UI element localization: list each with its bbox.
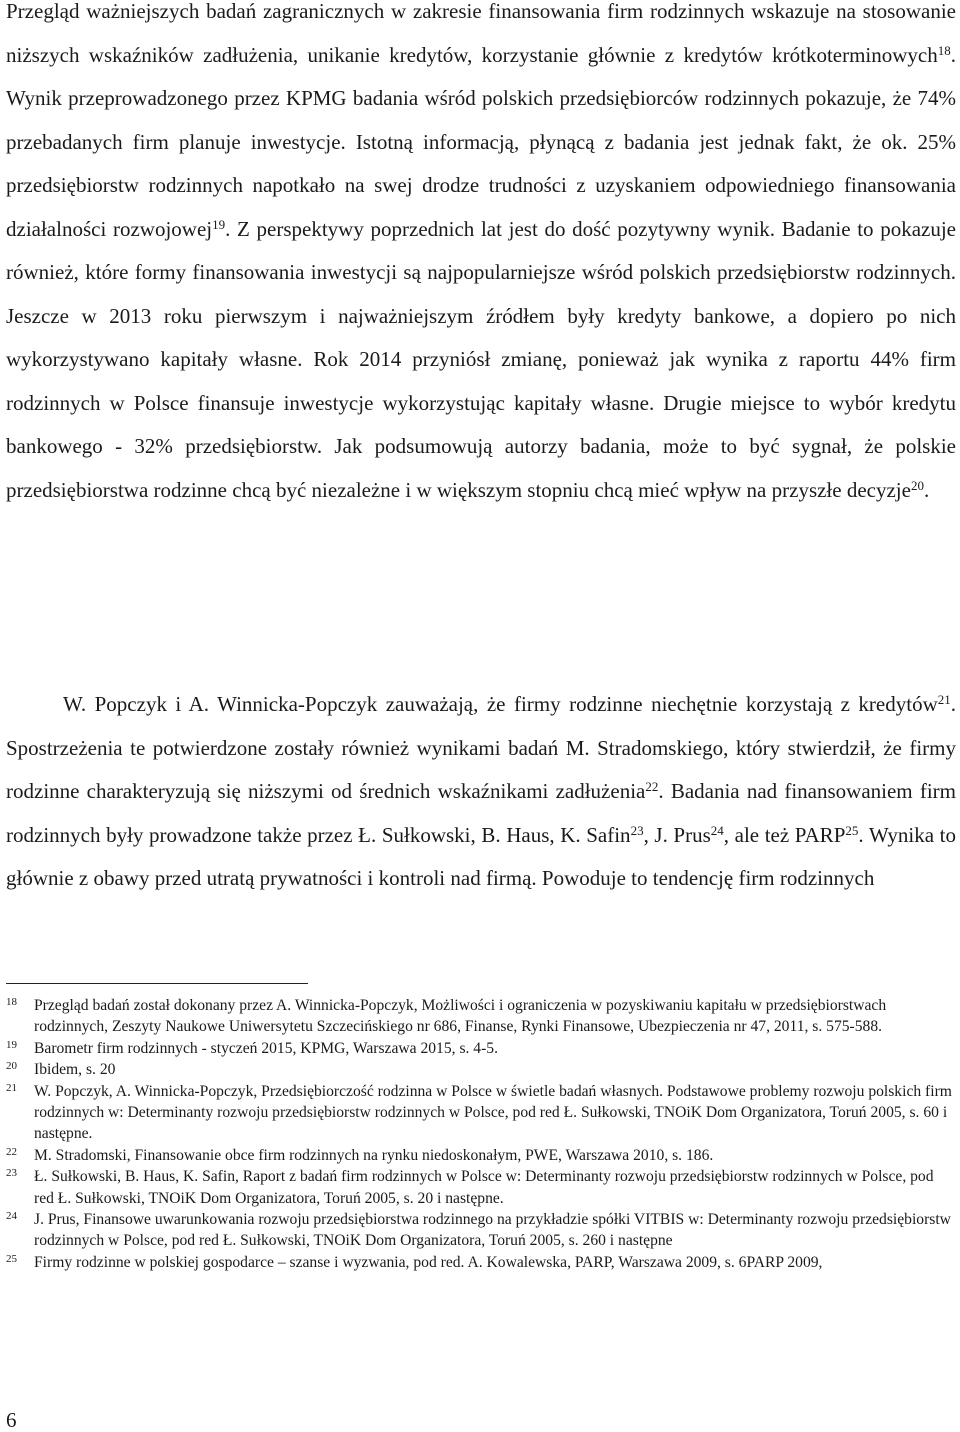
footnote-text: Barometr firm rodzinnych - styczeń 2015, KPMG, Warszawa 2015, s. 4-5. (34, 1039, 498, 1057)
footnote-text: M. Stradomski, Finansowanie obce firm rodzinnych na rynku niedoskonałym, PWE, Warszawa 2010, s. 186. (34, 1146, 714, 1164)
footnote-number: 24 (6, 1210, 17, 1223)
body-paragraph-1 (6, 0, 956, 512)
footnote-number: 19 (6, 1038, 17, 1051)
footnote-text: Ł. Sułkowski, B. Haus, K. Safin, Raport z badań firm rodzinnych w Polsce w: Determinanty rozwoju przedsiębiorstw rodzinnych w Polsce, pod red Ł. Sułkowski, TNOiK Dom Organizatora, Toruń 2005, s. 20 i następne. (34, 1168, 934, 1207)
body-paragraph-2 (6, 683, 956, 901)
footnote-number: 23 (6, 1167, 17, 1180)
footnote-number: 22 (6, 1145, 17, 1158)
footnote-ref-22[interactable]: 22 (645, 779, 659, 794)
footnotes (6, 995, 956, 1273)
footnote-ref-25[interactable]: 25 (845, 822, 859, 838)
footnote-text: Firmy rodzinne w polskiej gospodarce – szanse i wyzwania, pod red. A. Kowalewska, PARP, Warszawa 2009, s. 6PARP 2009, (34, 1253, 823, 1271)
footnote-ref-18[interactable]: 18 (937, 42, 951, 58)
p1-text-4: . (923, 477, 930, 502)
p1-text-1: Przegląd ważniejszych badań zagranicznych w zakresie finansowania firm rodzinnych wskazuje na stosowanie niższych wskaźników zadłużenia, unikanie kredytów, korzystanie głównie z kredytów krótkoterminowych (6, 0, 956, 67)
footnote-separator (6, 983, 308, 984)
footnote-25 (6, 1252, 956, 1273)
footnote-ref-21[interactable]: 21 (937, 692, 951, 707)
footnote-number: 21 (6, 1081, 17, 1094)
footnote-ref-19[interactable]: 19 (212, 216, 226, 232)
footnote-text: W. Popczyk, A. Winnicka-Popczyk, Przedsiębiorczość rodzinna w Polsce w świetle badań własnych. Podstawowe problemy rozwoju polskich firm rodzinnych w: Determinanty rozwoju przedsiębiorstw rodzinnych w Polsce, pod red Ł. Sułkowski, TNOiK Dom Organizatora, Toruń 2005, s. 60 i następne. (34, 1082, 952, 1143)
footnote-20 (6, 1059, 956, 1080)
footnote-22 (6, 1145, 956, 1166)
footnote-21 (6, 1081, 956, 1145)
footnote-number: 25 (6, 1252, 17, 1265)
p1-text-3: . Z perspektywy poprzednich lat jest do dość pozytywny wynik. Badanie to pokazuje również, które formy finansowania inwestycji są najpopularniejsze wśród polskich przedsiębiorstw rodzinnych. Jeszcze w 2013 roku pierwszym i najważniejszym źródłem były kredyty bankowe, a dopiero po nich wykorzystywano kapitały własne. Rok 2014 przyniósł zmianę, ponieważ jak wynika z raportu 44% firm rodzinnych w Polsce finansuje inwestycje wykorzystując kapitały własne. Drugie miejsce to wybór kredytu bankowego - 32% przedsiębiorstw. Jak podsumowują autorzy badania, może to być sygnał, że polskie przedsiębiorstwa rodzinne chcą być niezależne i w większym stopniu chcą mieć wpływ na przyszłe decyzje (6, 216, 956, 502)
footnote-number: 18 (6, 996, 17, 1008)
p2-text-5: , ale też PARP (723, 822, 846, 847)
footnote-ref-24[interactable]: 24 (710, 822, 724, 838)
footnote-number: 20 (6, 1060, 17, 1073)
footnote-text: Ibidem, s. 20 (34, 1061, 116, 1079)
footnote-24 (6, 1209, 956, 1252)
footnote-19 (6, 1038, 956, 1059)
page-number: 6 (6, 1408, 17, 1432)
footnote-23 (6, 1166, 956, 1209)
p2-text-6: . Wynika to głównie z obawy przed utratą prywatności i kontroli nad firmą. Powoduje to tendencję firm rodzinnych (6, 822, 956, 890)
footnote-ref-20[interactable]: 20 (910, 477, 924, 493)
p2-text-1: W. Popczyk i A. Winnicka-Popczyk zauważają, że firmy rodzinne niechętnie korzystają z kredytów (63, 692, 938, 716)
p2-text-3: . Badania nad finansowaniem firm rodzinnych były prowadzone także przez Ł. Sułkowski, B. Haus, K. Safin (6, 779, 957, 847)
footnote-text: Przegląd badań został dokonany przez A. Winnicka-Popczyk, Możliwości i ograniczenia w pozyskiwaniu kapitału w przedsiębiorstwach rodzinnych, Zeszyty Naukowe Uniwersytetu Szczecińskiego nr 686, Finanse, Rynki Finansowe, Ubezpieczenia nr 47, 2011, s. 575-588. (34, 997, 887, 1036)
footnote-text: J. Prus, Finansowe uwarunkowania rozwoju przedsiębiorstwa rodzinnego na przykładzie spółki VITBIS w: Determinanty rozwoju przedsiębiorstw rodzinnych w Polsce, pod red Ł. Sułkowski, TNOiK Dom Organizatora, Toruń 2005, s. 260 i następne (34, 1211, 951, 1250)
p2-text-4: , J. Prus (643, 822, 711, 847)
footnote-ref-23[interactable]: 23 (630, 822, 644, 838)
p2-text-2: . Spostrzeżenia te potwierdzone zostały również wynikami badań M. Stradomskiego, który stwierdził, że firmy rodzinne charakteryzują się niższymi od średnich wskaźnikami zadłużenia (6, 692, 956, 803)
footnote-18 (6, 995, 956, 1038)
p1-text-2: . Wynik przeprowadzonego przez KPMG badania wśród polskich przedsiębiorców rodzinnych pokazuje, że 74% przebadanych firm planuje inwestycje. Istotną informacją, płynącą z badania jest jednak fakt, że ok. 25% przedsiębiorstw rodzinnych napotkało na swej drodze trudności z uzyskaniem odpowiedniego finansowania działalności rozwojowej (6, 42, 956, 241)
